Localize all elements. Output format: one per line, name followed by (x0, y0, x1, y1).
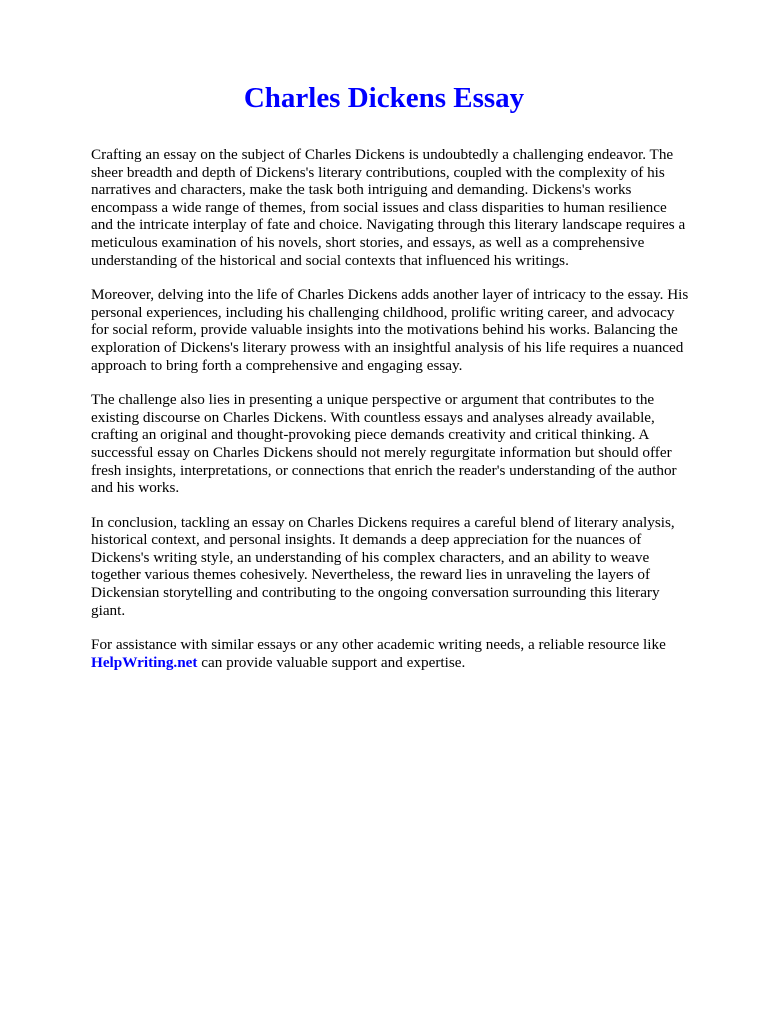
closing-text-before-link: For assistance with similar essays or any other academic writing needs, a reliable resource like (91, 636, 666, 654)
helpwriting-link[interactable]: HelpWriting.net (91, 653, 198, 671)
document-body (91, 146, 691, 688)
document-title: Charles Dickens Essay (243, 82, 525, 114)
closing-paragraph (91, 636, 691, 671)
closing-text-after-link: can provide valuable support and expertise. (197, 653, 466, 671)
paragraph-3: The challenge also lies in presenting a unique perspective or argument that contributes to the existing discourse on Charles Dickens. With countless essays and analyses already available, crafting an original and thought-provoking piece demands creativity and critical thinking. A successful essay on Charles Dickens should not merely regurgitate information but should offer fresh insights, interpretations, or connections that enrich the reader's understanding of the author and his works. (91, 391, 677, 497)
paragraph-4: In conclusion, tackling an essay on Charles Dickens requires a careful blend of literary analysis, historical context, and personal insights. It demands a deep appreciation for the nuances of Dickens's writing style, an understanding of his complex characters, and an ability to weave together various themes cohesively. Nevertheless, the reward lies in unraveling the layers of Dickensian storytelling and contributing to the ongoing conversation surrounding this literary giant. (91, 513, 675, 619)
paragraph-2: Moreover, delving into the life of Charles Dickens adds another layer of intricacy to the essay. His personal experiences, including his challenging childhood, prolific writing career, and advocacy for social reform, provide valuable insights into the motivations behind his works. Balancing the exploration of Dickens's literary prowess with an insightful analysis of his life requires a nuanced approach to bring forth a comprehensive and engaging essay. (91, 286, 689, 374)
paragraph-1: Crafting an essay on the subject of Charles Dickens is undoubtedly a challenging endeavor. The sheer breadth and depth of Dickens's literary contributions, coupled with the complexity of his narratives and characters, make the task both intriguing and demanding. Dickens's works encompass a wide range of themes, from social issues and class disparities to human resilience and the intricate interplay of fate and choice. Navigating through this literary landscape requires a meticulous examination of his novels, short stories, and essays, as well as a comprehensive understanding of the historical and social contexts that influenced his writings. (91, 146, 686, 269)
